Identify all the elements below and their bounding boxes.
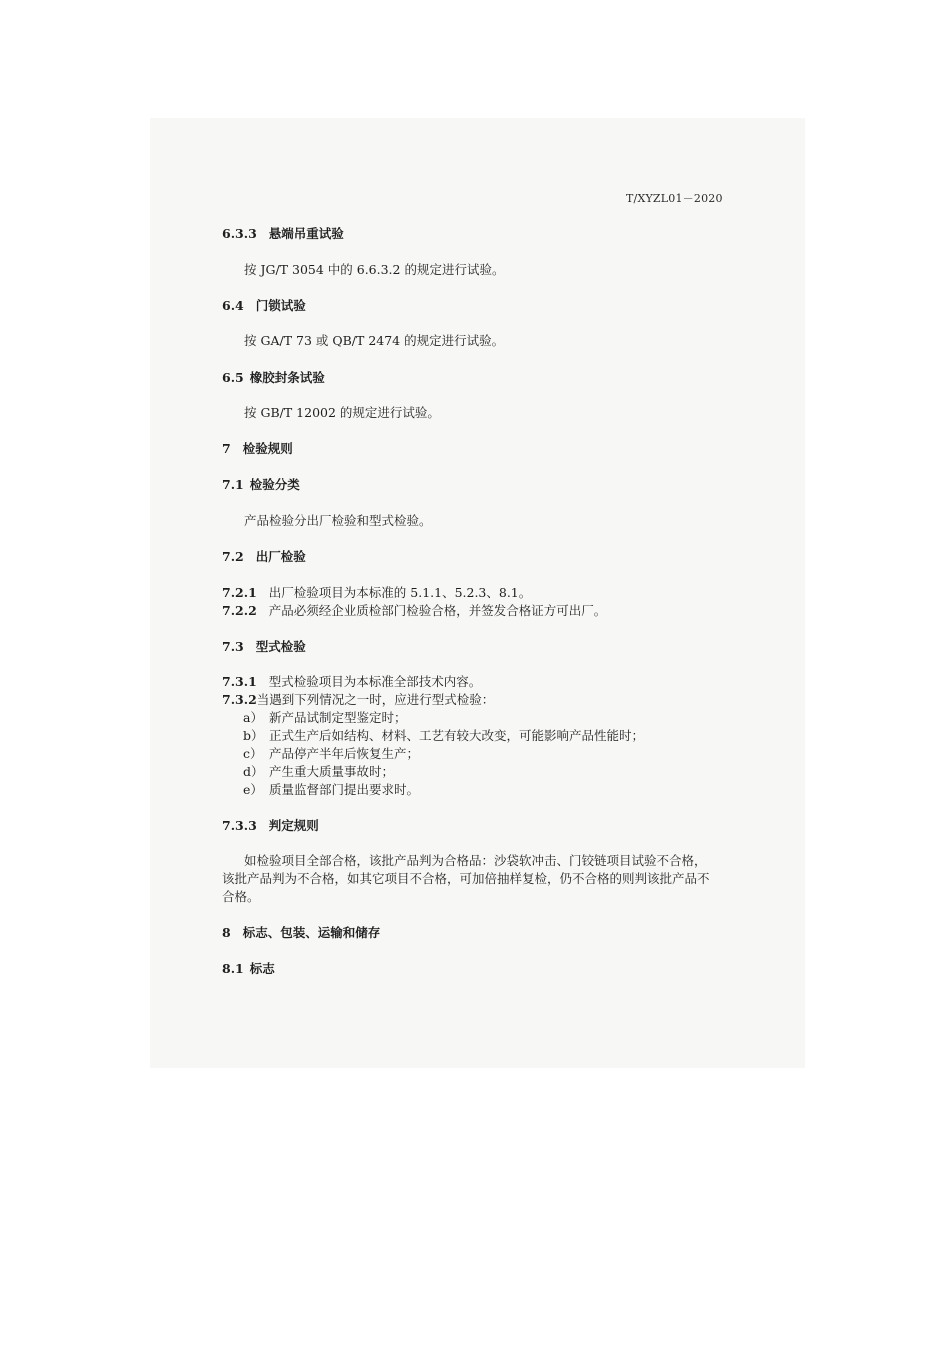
list-item <box>243 781 419 799</box>
list-item <box>243 727 644 745</box>
paragraph-6-3-3: 按 JG/T 3054 中的 6.6.3.2 的规定进行试验。 <box>244 262 505 277</box>
clause-7-2-1 <box>222 584 531 602</box>
clause-number: 7.2.1 <box>222 585 257 600</box>
section-title: 悬端吊重试验 <box>268 226 344 241</box>
section-title: 判定规则 <box>268 818 319 833</box>
section-title: 检验分类 <box>249 477 300 492</box>
list-marker: b） <box>243 728 264 743</box>
list-item <box>243 745 419 763</box>
clause-number: 7.2.2 <box>222 603 257 618</box>
clause-7-2-2 <box>222 602 606 620</box>
paragraph-7-3-3-line: 该批产品判为不合格，如其它项目不合格，可加倍抽样复检，仍不合格的则判该批产品不 <box>222 871 710 886</box>
section-title: 型式检验 <box>255 639 306 654</box>
clause-number: 7.3.2 <box>222 692 257 707</box>
document-code: T/XYZL01－2020 <box>626 192 723 205</box>
heading-7-3-3 <box>222 817 319 835</box>
section-number: 7.1 <box>222 477 244 492</box>
clause-text: 产品必须经企业质检部门检验合格，并签发合格证方可出厂。 <box>268 603 607 618</box>
clause-number: 7.3.1 <box>222 674 257 689</box>
section-title: 门锁试验 <box>255 298 306 313</box>
clause-text: 当遇到下列情况之一时，应进行型式检验： <box>256 692 495 707</box>
list-text: 产品停产半年后恢复生产； <box>269 746 420 761</box>
list-item <box>243 763 394 781</box>
heading-6-5 <box>222 369 325 387</box>
section-title: 标志、包装、运输和储存 <box>242 925 381 940</box>
section-number: 7.3.3 <box>222 818 257 833</box>
clause-7-3-2 <box>222 691 494 709</box>
heading-7-3 <box>222 638 306 656</box>
list-text: 新产品试制定型鉴定时； <box>269 710 407 725</box>
heading-8-1 <box>222 960 275 978</box>
list-marker: e） <box>243 782 263 797</box>
section-number: 6.5 <box>222 370 244 385</box>
section-number: 6.4 <box>222 298 244 313</box>
section-number: 7 <box>222 441 231 456</box>
clause-text: 型式检验项目为本标准全部技术内容。 <box>268 674 482 689</box>
paragraph-6-4: 按 GA/T 73 或 QB/T 2474 的规定进行试验。 <box>244 333 505 348</box>
section-number: 8.1 <box>222 961 244 976</box>
paragraph-6-5: 按 GB/T 12002 的规定进行试验。 <box>244 405 440 420</box>
heading-6-3-3 <box>222 225 344 243</box>
list-item <box>243 709 407 727</box>
section-title: 检验规则 <box>242 441 293 456</box>
heading-7 <box>222 440 293 458</box>
heading-6-4 <box>222 297 306 315</box>
list-text: 质量监督部门提出要求时。 <box>269 782 420 797</box>
clause-text: 出厂检验项目为本标准的 5.1.1、5.2.3、8.1。 <box>268 585 532 600</box>
paragraph-7-1: 产品检验分出厂检验和型式检验。 <box>244 513 432 528</box>
section-number: 7.3 <box>222 639 244 654</box>
clause-7-3-1 <box>222 673 481 691</box>
paragraph-7-3-3-line: 如检验项目全部合格，该批产品判为合格品：沙袋软冲击、门铰链项目试验不合格， <box>244 853 707 868</box>
list-marker: d） <box>243 764 264 779</box>
heading-7-1 <box>222 476 300 494</box>
section-number: 6.3.3 <box>222 226 257 241</box>
section-title: 标志 <box>249 961 275 976</box>
list-text: 正式生产后如结构、材料、工艺有较大改变，可能影响产品性能时； <box>269 728 645 743</box>
section-title: 出厂检验 <box>255 549 306 564</box>
section-number: 8 <box>222 925 231 940</box>
section-number: 7.2 <box>222 549 244 564</box>
paragraph-7-3-3-line: 合格。 <box>222 889 260 904</box>
list-marker: c） <box>243 746 263 761</box>
list-text: 产生重大质量事故时； <box>269 764 395 779</box>
list-marker: a） <box>243 710 263 725</box>
heading-7-2 <box>222 548 306 566</box>
heading-8 <box>222 924 380 942</box>
section-title: 橡胶封条试验 <box>249 370 325 385</box>
